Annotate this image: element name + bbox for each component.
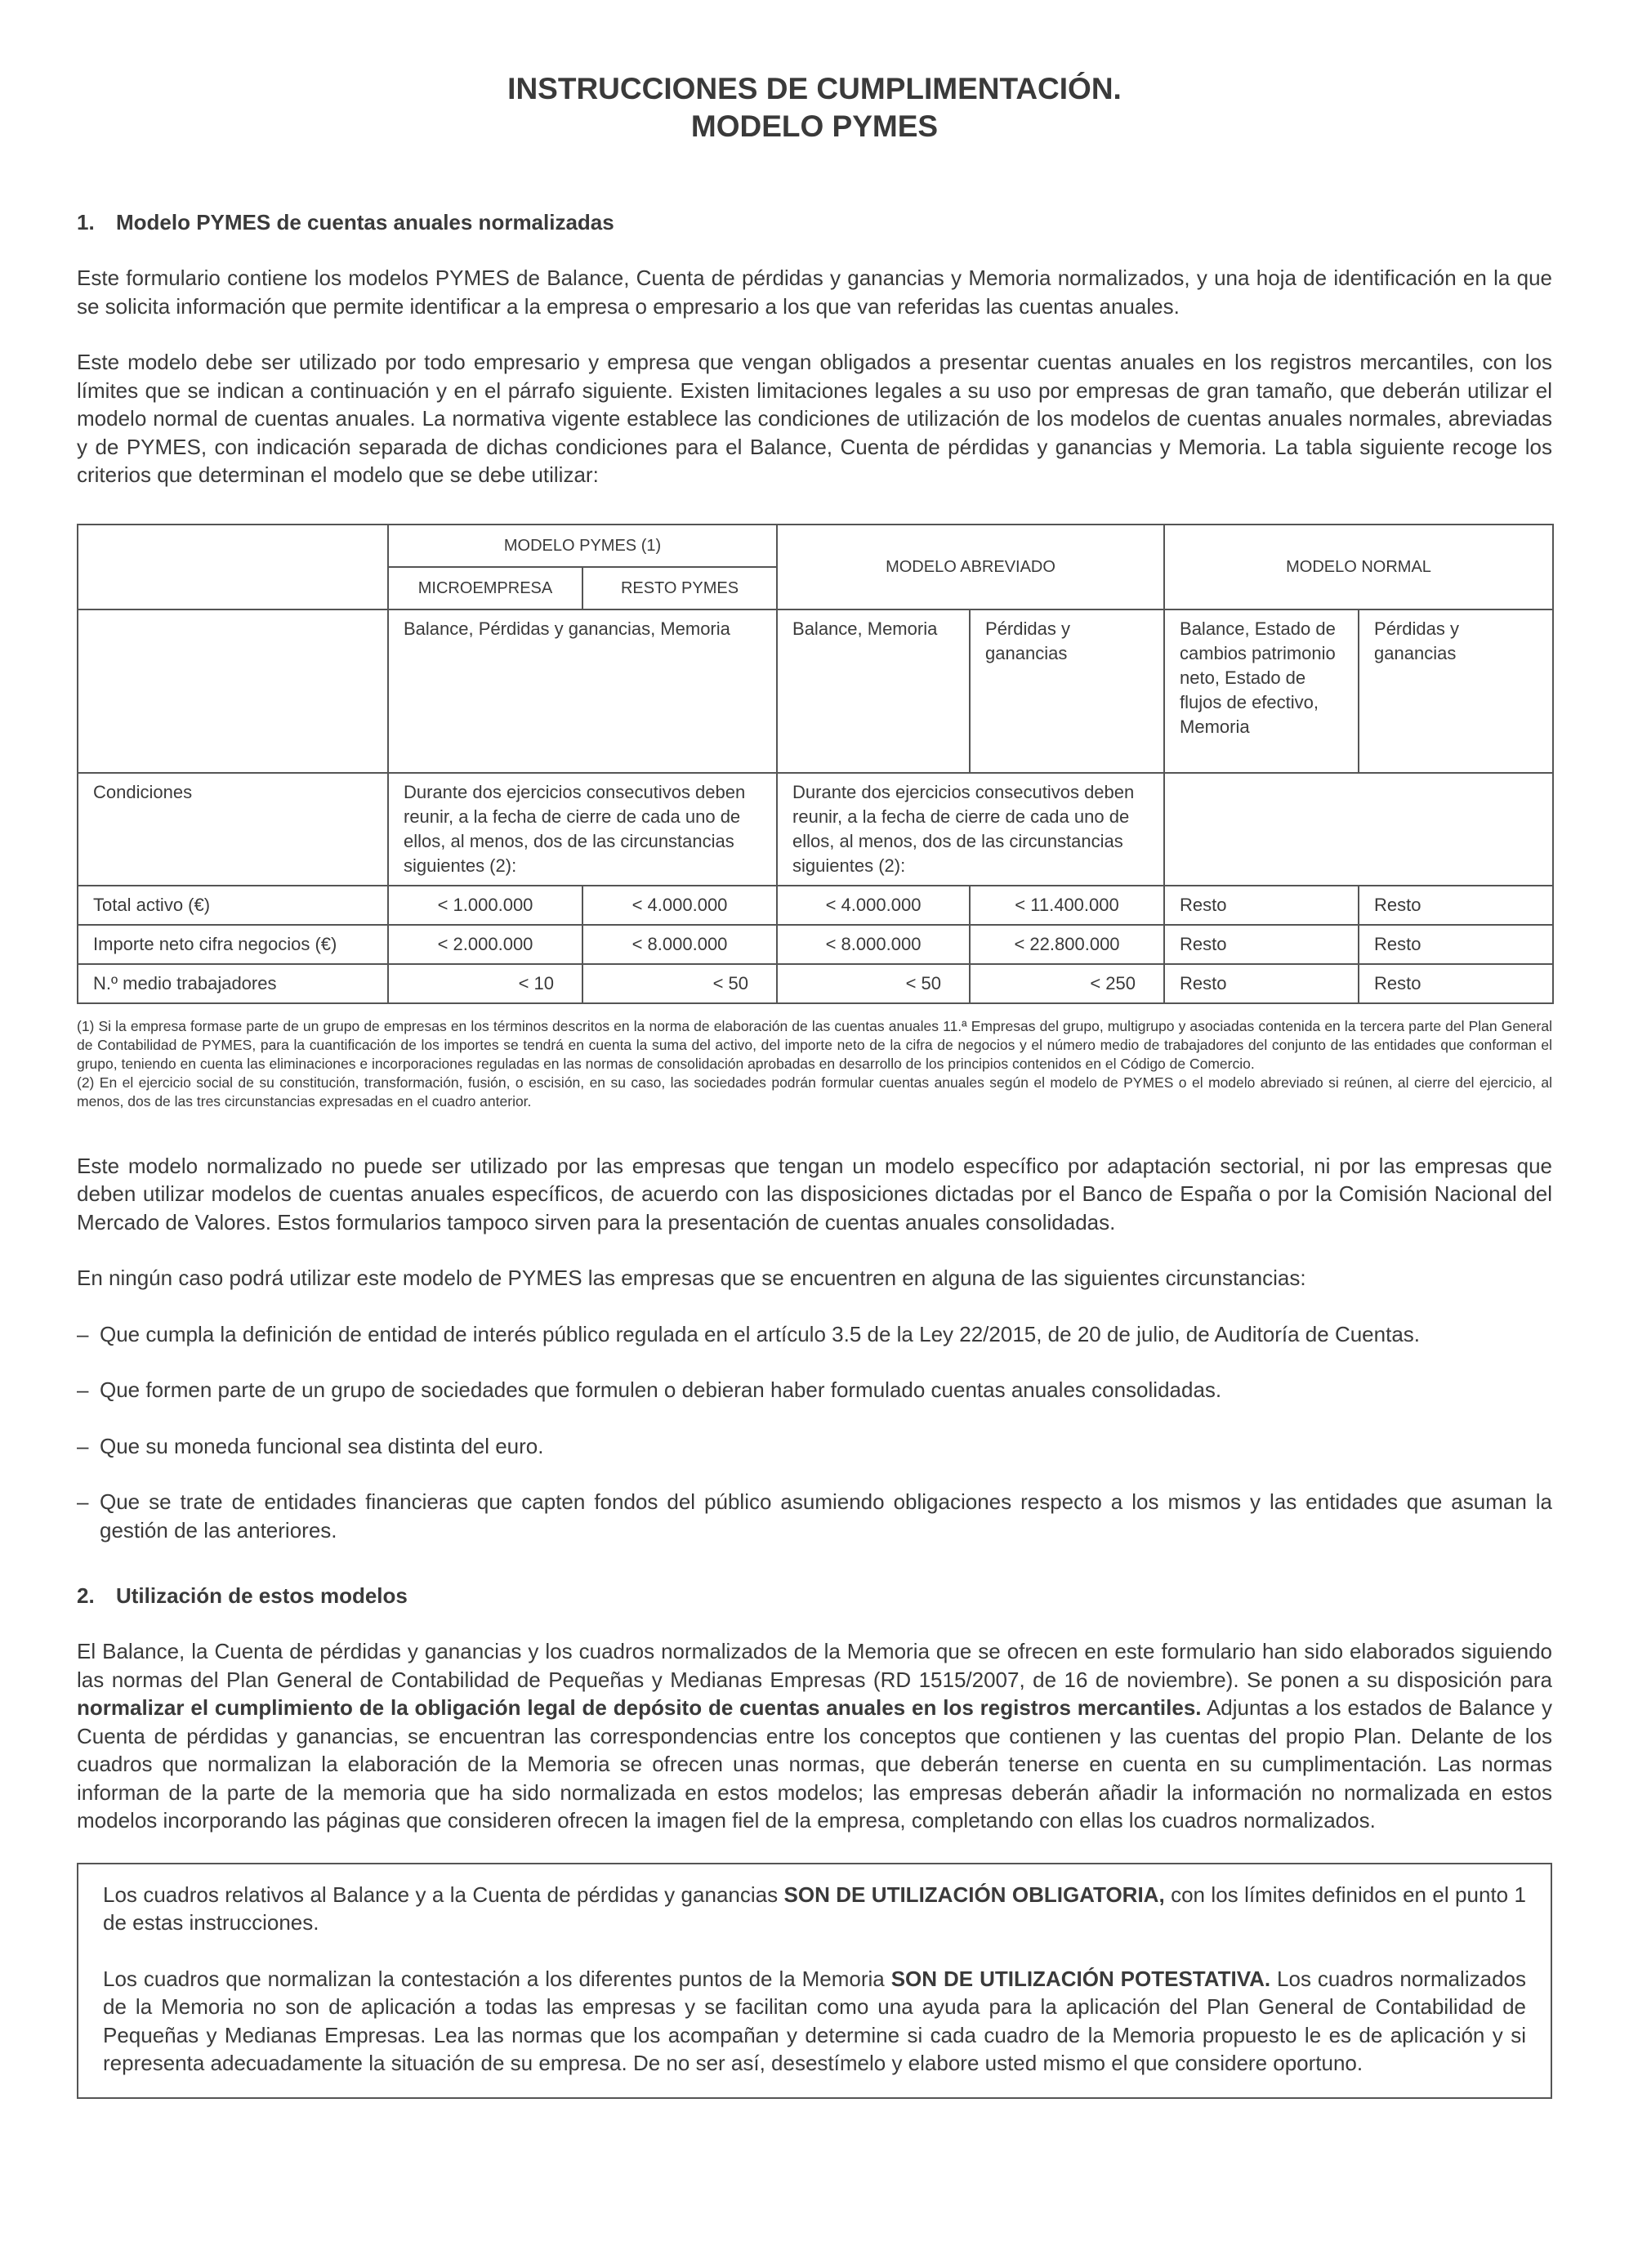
cell-normal-2: Resto [1359,964,1553,1003]
header-modelo-normal: MODELO NORMAL [1164,525,1553,609]
cell-normal-1: Resto [1164,964,1359,1003]
conditions-label: Condiciones [78,773,388,886]
notice-1-text-a: Los cuadros relativos al Balance y a la Cuenta de pérdidas y ganancias [103,1882,784,1907]
document-title [0,70,1629,145]
section-2-heading [77,1582,1552,1609]
cell-micro: < 1.000.000 [388,886,582,925]
cell-normal-2: Resto [1359,886,1553,925]
section-2-paragraph [77,1637,1552,1835]
cell-resto: < 50 [582,964,777,1003]
table-empty-cell [78,609,388,773]
list-item-text: Que su moneda funcional sea distinta del euro. [100,1433,544,1458]
cell-micro: < 2.000.000 [388,925,582,964]
section-2-text-bold: normalizar el cumplimiento de la obligación legal de depósito de cuentas anuales en los registros mercantiles. [77,1695,1202,1720]
section-1-heading [77,208,1552,236]
header-resto-pymes: RESTO PYMES [582,567,777,609]
section-2-text-b: Adjuntas a los estados de Balance y Cuenta de pérdidas y ganancias, se encuentran las correspondencias entre los conceptos que contienen y las cuentas del propio Plan. Delante de los cuadros que normalizan la elaboración de la Memoria se ofrecen unas normas, que deberán tenerse en cuenta en su cumplimentación. Las normas informan de la parte de la memoria que ha sido normalizada en estos modelos; las empresas deberán añadir la información no normalizada en estos modelos incorporando las páginas que consideren ofrecen la imagen fiel de la empresa, completando con ellas los cuadros normalizados. [77,1695,1553,1833]
docs-pymes: Balance, Pérdidas y ganancias, Memoria [388,609,777,773]
cell-abreviado-1: < 50 [777,964,970,1003]
section-2-title: Utilización de estos modelos [116,1583,408,1608]
notice-2-text-a: Los cuadros que normalizan la contestación a los diferentes puntos de la Memoria [103,1966,891,1991]
dash-bullet: – [77,1321,89,1346]
docs-normal-1: Balance, Estado de cambios patrimonio neto, Estado de flujos de efectivo, Memoria [1164,609,1359,773]
list-item-text: Que se trate de entidades financieras que capten fondos del público asumiendo obligaciones respecto a los mismos y las entidades que asuman la gestión de las anteriores. [100,1489,1552,1543]
dash-bullet: – [77,1433,89,1458]
list-item [77,1488,1552,1544]
section-2-number: 2. [77,1583,95,1608]
list-item-text: Que cumpla la definición de entidad de interés público regulada en el artículo 3.5 de la Ley 22/2015, de 20 de julio, de Auditoría de Cuentas. [100,1321,1421,1346]
dash-bullet: – [77,1377,89,1402]
row-label: Total activo (€) [78,886,388,925]
list-item-text: Que formen parte de un grupo de sociedades que formulen o debieran haber formulado cuentas anuales consolidadas. [100,1377,1222,1402]
docs-abreviado-1: Balance, Memoria [777,609,970,773]
cell-abreviado-1: < 4.000.000 [777,886,970,925]
row-label: N.º medio trabajadores [78,964,388,1003]
cell-normal-2: Resto [1359,925,1553,964]
docs-normal-2: Pérdidas y ganancias [1359,609,1553,773]
docs-abreviado-2: Pérdidas y ganancias [970,609,1164,773]
model-criteria-table [77,524,1554,1004]
conditions-normal [1164,773,1553,886]
notice-2-text-b: Los cuadros normalizados de la Memoria no son de aplicación a todas las empresas y se facilitan como una ayuda para la aplicación del Plan General de Contabilidad de Pequeñas y Medianas Empresas. Lea las normas que los acompañan y determine si cada cuadro de la Memoria propuesto le es de aplicación y si representa adecuadamente la situación de su empresa. De no ser así, desestímelo y elabore usted mismo el que considere oportuno. [103,1966,1526,2075]
list-item [77,1320,1552,1349]
cell-abreviado-2: < 22.800.000 [970,925,1164,964]
list-item [77,1432,1552,1461]
footnote-2: (2) En el ejercicio social de su constitución, transformación, fusión, o escisión, en su caso, las sociedades podrán formular cuentas anuales según el modelo de PYMES o el modelo abreviado si reúnen, al cierre del ejercicio, al menos, dos de las tres circunstancias expresadas en el cuadro anterior. [77,1074,1552,1109]
section-2-text-a: El Balance, la Cuenta de pérdidas y ganancias y los cuadros normalizados de la Memoria que se ofrecen en este formulario han sido elaborados siguiendo las normas del Plan General de Contabilidad de Pequeñas y Medianas Empresas (RD 1515/2007, de 16 de noviembre). Se ponen a su disposición para [77,1639,1552,1692]
cell-normal-1: Resto [1164,886,1359,925]
table-row [78,964,1553,1003]
table-row [78,925,1553,964]
section-1-number: 1. [77,210,95,234]
title-line-1: INSTRUCCIONES DE CUMPLIMENTACIÓN. [507,72,1122,105]
row-label: Importe neto cifra negocios (€) [78,925,388,964]
table-footnotes [77,1017,1552,1111]
table-corner-cell [78,525,388,609]
cell-resto: < 4.000.000 [582,886,777,925]
after-table-paragraph-1: Este modelo normalizado no puede ser utilizado por las empresas que tengan un modelo específico por adaptación sectorial, ni por las empresas que deben utilizar modelos de cuentas anuales específicos, de acuerdo con las disposiciones dictadas por el Banco de España o por la Comisión Nacional del Mercado de Valores. Estos formularios tampoco sirven para la presentación de cuentas anuales consolidadas. [77,1153,1552,1234]
section-1-paragraph-1: Este formulario contiene los modelos PYMES de Balance, Cuenta de pérdidas y ganancias y Memoria normalizados, y una hoja de identificación en la que se solicita información que permite identificar a la empresa o empresario a los que van referidas las cuentas anuales. [77,266,1552,319]
table-row [78,886,1553,925]
cell-micro: < 10 [388,964,582,1003]
header-microempresa: MICROEMPRESA [388,567,582,609]
notice-1-text-b: con los límites definidos en el punto 1 de estas instrucciones. [103,1882,1526,1935]
header-modelo-pymes: MODELO PYMES (1) [388,525,777,567]
dash-bullet: – [77,1489,89,1514]
notice-2-text-bold: SON DE UTILIZACIÓN POTESTATIVA. [890,1966,1271,1991]
usage-notice-box [77,1863,1552,2099]
notice-paragraph-1 [103,1881,1526,1937]
conditions-pymes: Durante dos ejercicios consecutivos deben reunir, a la fecha de cierre de cada uno de ellos, al menos, dos de las circunstancias siguientes (2): [388,773,777,886]
after-table-paragraph-2: En ningún caso podrá utilizar este modelo de PYMES las empresas que se encuentren en alguna de las siguientes circunstancias: [77,1266,1306,1290]
cell-resto: < 8.000.000 [582,925,777,964]
header-modelo-abreviado: MODELO ABREVIADO [777,525,1164,609]
notice-1-text-bold: SON DE UTILIZACIÓN OBLIGATORIA, [783,1882,1165,1907]
footnote-1: (1) Si la empresa formase parte de un grupo de empresas en los términos descritos en la norma de elaboración de las cuentas anuales 11.ª Empresas del grupo, multigrupo y asociadas contenida en la tercera parte del Plan General de Contabilidad de PYMES, para la cuantificación de los importes se tendrá en cuenta la suma del activo, del importe neto de la cifra de negocios y el número medio de trabajadores del conjunto de las entidades que conforman el grupo, teniendo en cuenta las eliminaciones e incorporaciones reguladas en las normas de consolidación aprobadas en desarrollo de los principios contenidos en el Código de Comercio. [77,1017,1552,1072]
document-content [77,208,1552,2099]
cell-abreviado-2: < 250 [970,964,1164,1003]
cell-abreviado-2: < 11.400.000 [970,886,1164,925]
list-item [77,1376,1552,1404]
section-1-paragraph-2: Este modelo debe ser utilizado por todo empresario y empresa que vengan obligados a presentar cuentas anuales en los registros mercantiles, con los límites que se indican a continuación y en el párrafo siguiente. Existen limitaciones legales a su uso por empresas de gran tamaño, que deberán utilizar el modelo normal de cuentas anuales. La normativa vigente establece las condiciones de utilización de los modelos de cuentas anuales normales, abreviadas y de PYMES, con indicación separada de dichas condiciones para el Balance, Cuenta de pérdidas y ganancias y Memoria. La tabla siguiente recoge los criterios que determinan el modelo que se debe utilizar: [77,350,1552,487]
conditions-abreviado: Durante dos ejercicios consecutivos deben reunir, a la fecha de cierre de cada uno de ellos, al menos, dos de las circunstancias siguientes (2): [777,773,1164,886]
cell-normal-1: Resto [1164,925,1359,964]
cell-abreviado-1: < 8.000.000 [777,925,970,964]
title-line-2: MODELO PYMES [690,109,939,143]
section-1-title: Modelo PYMES de cuentas anuales normalizadas [116,210,614,234]
notice-paragraph-2 [103,1965,1526,2078]
